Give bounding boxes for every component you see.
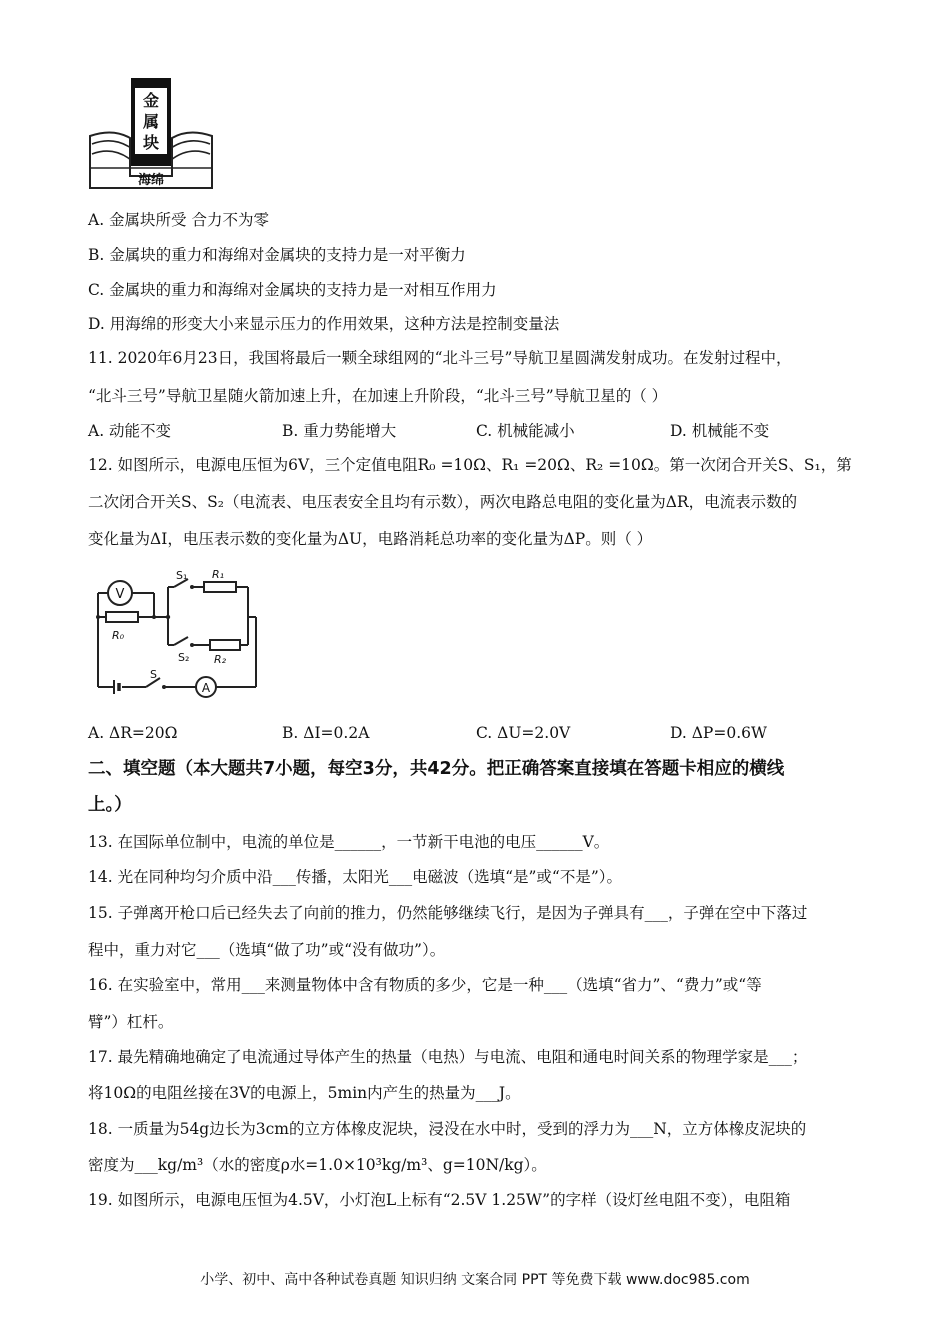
q16-line2: 臂”）杠杆。 <box>88 1013 174 1031</box>
block-label-char-1: 金 <box>142 91 160 110</box>
q18-line1: 18. 一质量为54g边长为3cm的立方体橡皮泥块，浸没在水中时，受到的浮力为___N，立方体橡皮泥块的 <box>88 1120 807 1138</box>
q15-line1: 15. 子弹离开枪口后已经失去了向前的推力，仍然能够继续飞行，是因为子弹具有___，子弹在空中下落过 <box>88 904 808 922</box>
r2-label: R₂ <box>214 653 227 666</box>
s1-label: S₁ <box>176 569 188 582</box>
q11-option-d: D. 机械能不变 <box>670 422 770 440</box>
q12-stem-line3: 变化量为ΔI，电压表示数的变化量为ΔU，电路消耗总功率的变化量为ΔP。则（ ） <box>88 530 653 548</box>
metal-block-sponge-figure <box>88 76 214 192</box>
q12-option-b: B. ΔI=0.2A <box>282 724 370 742</box>
q11-option-c: C. 机械能减小 <box>476 422 575 440</box>
q17-line2: 将10Ω的电阻丝接在3V的电源上，5min内产生的热量为___J。 <box>88 1084 521 1102</box>
q10-option-c: C. 金属块的重力和海绵对金属块的支持力是一对相互作用力 <box>88 281 497 299</box>
q11-option-b: B. 重力势能增大 <box>282 422 397 440</box>
q10-option-a: A. 金属块所受 合力不为零 <box>88 211 269 229</box>
q11-option-a: A. 动能不变 <box>88 422 172 440</box>
q15-line2: 程中，重力对它___（选填“做了功”或“没有做功”）。 <box>88 941 446 959</box>
s-label: S <box>150 668 157 681</box>
r1-label: R₁ <box>212 568 225 581</box>
q11-stem-line1: 11. 2020年6月23日，我国将最后一颗全球组网的“北斗三号”导航卫星圆满发射成功。在发射过程中， <box>88 349 792 367</box>
r0-label: R₀ <box>112 629 125 642</box>
q12-option-c: C. ΔU=2.0V <box>476 724 571 742</box>
q14: 14. 光在同种均匀介质中沿___传播，太阳光___电磁波（选填“是”或“不是”）。 <box>88 868 623 886</box>
q16-line1: 16. 在实验室中，常用___来测量物体中含有物质的多少，它是一种___（选填“省力”、“费力”或“等 <box>88 976 762 994</box>
s2-label: S₂ <box>178 651 190 664</box>
q18-line2: 密度为___kg/m³（水的密度ρ水=1.0×10³kg/m³、g=10N/kg）。 <box>88 1156 547 1174</box>
q19-line1: 19. 如图所示，电源电压恒为4.5V，小灯泡L上标有“2.5V 1.25W”的字样（设灯丝电阻不变），电阻箱 <box>88 1191 791 1209</box>
section2-heading-line2: 上。） <box>88 795 132 815</box>
circuit-diagram <box>88 565 264 705</box>
block-label-char-2: 属 <box>142 112 160 131</box>
q12-stem-line2: 二次闭合开关S、S₂（电流表、电压表安全且均有示数），两次电路总电阻的变化量为ΔR，电流表示数的 <box>88 493 798 511</box>
block-label-char-3: 块 <box>142 133 160 152</box>
page-footer: 小学、初中、高中各种试卷真题 知识归纳 文案合同 PPT 等免费下载 www.doc985.com <box>200 1272 750 1288</box>
q11-stem-line2: “北斗三号”导航卫星随火箭加速上升，在加速上升阶段，“北斗三号”导航卫星的（ ） <box>88 387 668 405</box>
q17-line1: 17. 最先精确地确定了电流通过导体产生的热量（电热）与电流、电阻和通电时间关系的物理学家是___； <box>88 1048 808 1066</box>
q12-option-d: D. ΔP=0.6W <box>670 724 767 742</box>
sponge-label: 海绵 <box>137 173 165 188</box>
q10-option-b: B. 金属块的重力和海绵对金属块的支持力是一对平衡力 <box>88 246 466 264</box>
q12-stem-line1: 12. 如图所示，电源电压恒为6V，三个定值电阻R₀ =10Ω、R₁ =20Ω、R₂ =10Ω。第一次闭合开关S、S₁，第 <box>88 456 852 474</box>
q12-option-a: A. ΔR=20Ω <box>88 724 178 742</box>
q10-option-d: D. 用海绵的形变大小来显示压力的作用效果，这种方法是控制变量法 <box>88 315 560 333</box>
ammeter-label: A <box>201 681 211 695</box>
voltmeter-label: V <box>115 587 125 602</box>
section2-heading-line1: 二、填空题（本大题共7小题，每空3分，共42分。把正确答案直接填在答题卡相应的横线 <box>88 759 785 779</box>
q13: 13. 在国际单位制中，电流的单位是______，一节新干电池的电压______V。 <box>88 833 610 851</box>
